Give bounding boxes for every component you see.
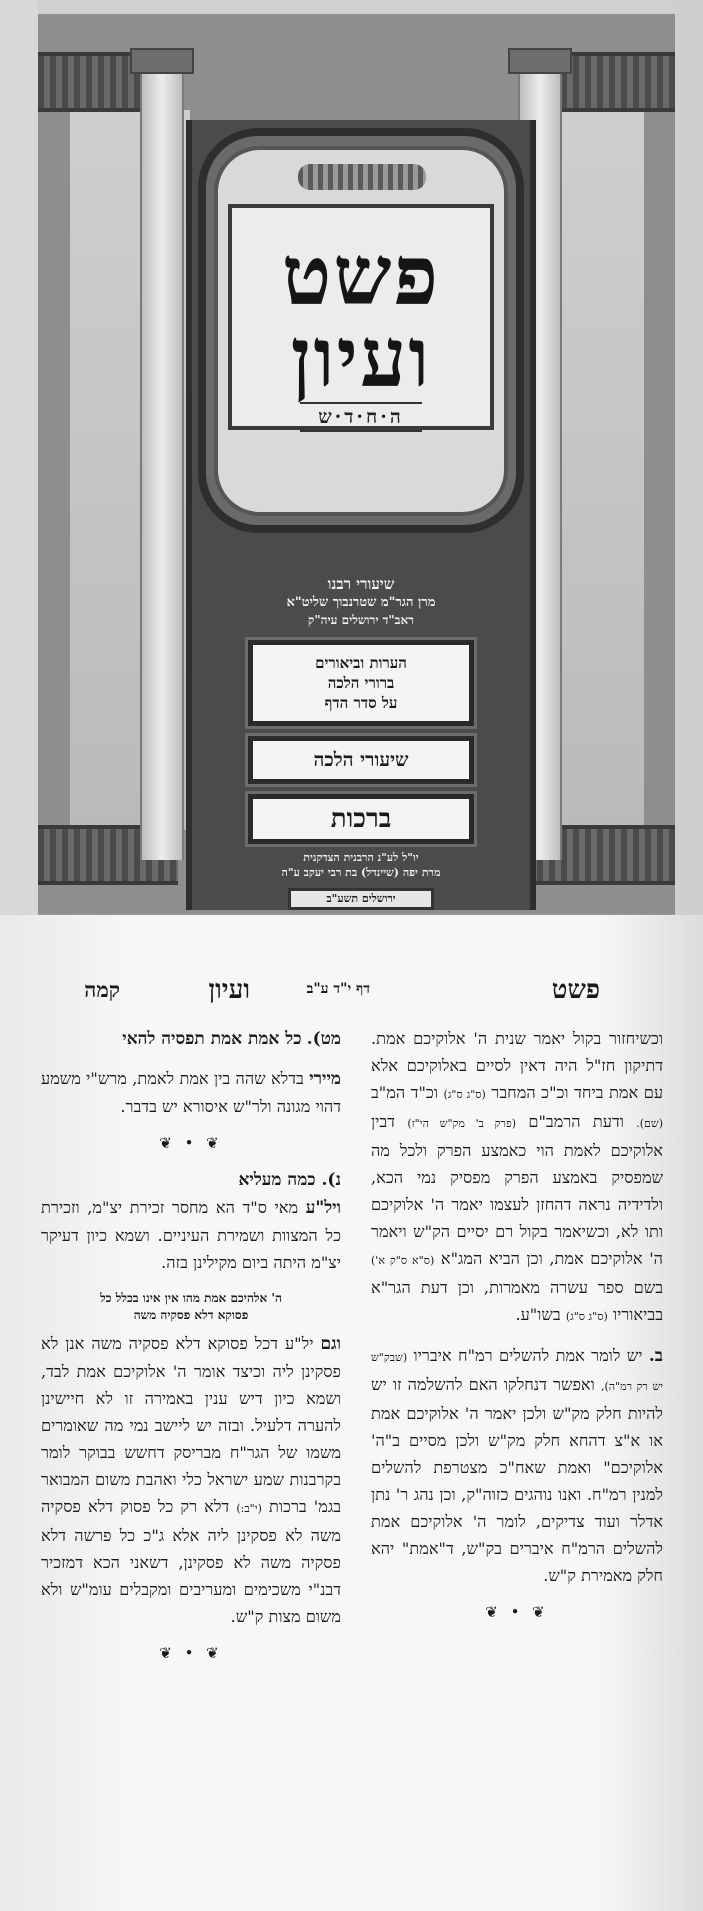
cover-right-edge bbox=[675, 0, 703, 915]
lc-s1-bold: מיירי bbox=[309, 1069, 341, 1089]
rc-p2-text-a: יש לומר אמת להשלים רמ"ח איבריו bbox=[413, 1346, 643, 1365]
left-section-2-title: נ). כמה מעליא bbox=[238, 1170, 341, 1190]
header-page-number: קמה bbox=[84, 977, 120, 1002]
rc-p1-text-f: בשו"ע. bbox=[515, 1305, 561, 1324]
left-column bbox=[41, 1025, 341, 1677]
lc-s3-ref: (י"ב:) bbox=[236, 1502, 262, 1515]
cover-subtitle-box bbox=[300, 402, 422, 432]
cover-box-halacha bbox=[248, 736, 474, 784]
cover-author-line2: מרן הגר"מ שטרנבוך שליט"א bbox=[286, 595, 436, 610]
lc-s3-bold: וגם bbox=[320, 1334, 342, 1354]
cover-dedication-line1: יו"ל לע"נ הרבנית הצדקנית bbox=[303, 851, 419, 864]
cover-box-topics-line2: ברורי הלכה bbox=[327, 674, 395, 692]
cover-subtitle: ה·ח·ד·ש bbox=[318, 405, 404, 428]
left-divider-2: ❦ • ❦ bbox=[159, 1644, 223, 1662]
cover-box-halacha-text: שיעורי הלכה bbox=[313, 748, 409, 771]
cover-pillar-cap-right bbox=[508, 48, 572, 74]
cover-title-line1: פשט bbox=[281, 228, 441, 324]
rc-p1-text-a: וכשיחזור בקול יאמר שנית ה' אלוקיכם אמת. דתיקון חז"ל היה דאין לסיים באלוקיכם אלא עם אמת ביחד וכ"כ המחבר bbox=[371, 1029, 663, 1102]
rc-p2-label: ב. bbox=[648, 1346, 663, 1366]
cover-author-line1: שיעורי רבנו bbox=[327, 575, 395, 593]
right-paragraph-2 bbox=[371, 1342, 663, 1589]
rc-p2-ref: (שבק"ש יש רק רמ"ה), bbox=[371, 1351, 664, 1393]
page-header bbox=[40, 975, 660, 1011]
cover-dedication bbox=[200, 850, 522, 880]
left-section-2-body bbox=[41, 1194, 341, 1276]
cover-box-topics-line1: הערות וביאורים bbox=[315, 654, 407, 672]
book-cover bbox=[0, 0, 703, 915]
cover-title-line2: ועיון bbox=[290, 310, 432, 406]
header-daf: דף י"ד ע"ב bbox=[306, 981, 370, 997]
rc-p1-ref4: (ס"א ס"ק א') bbox=[371, 1254, 435, 1267]
cover-left-edge bbox=[0, 0, 38, 915]
cover-box-tractate-text: ברכות bbox=[330, 804, 392, 834]
cover-place-year: ירושלים תשע"ב bbox=[288, 888, 434, 910]
cover-dedication-line2: מרת יפה (שיינדל) בת רבי יעקב ע"ה bbox=[281, 866, 441, 879]
book-page bbox=[0, 915, 703, 1911]
rc-p1-ref1: (ס"ג ס"ג) bbox=[443, 1088, 486, 1101]
left-divider-1: ❦ • ❦ bbox=[159, 1134, 223, 1152]
cover-box-tractate bbox=[248, 794, 474, 844]
lc-s2-bold: ויל"ע bbox=[305, 1198, 341, 1218]
quote-line2: פסוקא דלא פסקיה משה bbox=[133, 1308, 249, 1322]
header-iyun: ועיון bbox=[208, 975, 250, 1005]
left-section-1-body bbox=[41, 1065, 341, 1120]
right-divider: ❦ • ❦ bbox=[485, 1603, 549, 1621]
header-pshat: פשט bbox=[551, 975, 600, 1005]
quote-line1: ה' אלהיכם אמת מהו אין אינו בכלל כל bbox=[100, 1291, 282, 1305]
cover-author-block bbox=[220, 574, 502, 628]
left-section-1-title bbox=[41, 1025, 341, 1053]
rc-p1-text-b: וכ"ד המ"ב bbox=[371, 1083, 438, 1102]
paragraph-gap bbox=[41, 1053, 341, 1065]
lc-s1-label: מט). bbox=[306, 1029, 341, 1049]
lc-s1-title: כל אמת אמת תפסיה להאי bbox=[122, 1029, 302, 1049]
lc-s1-text: בדלא שהה בין אמת לאמת, מרש"י משמע דהוי מגונה ולר"ש איסורא יש בדבר. bbox=[41, 1069, 341, 1116]
cover-pillar-cap-left bbox=[130, 48, 194, 74]
right-column bbox=[371, 1025, 663, 1636]
rc-p1-text-d: דבין אלוקיכם לאמת הוי כאמצע הפרק ולכל מה שמפסיק באמצע הפרק מפסיק נמי הכא, ולדידיה נראה דהחזן לעצמו יאמר ה' אלוקיכם ותו לא, וכשיאמר בקול רם יסיים הק"ש ויאמר ה' אלוקיכם אמת, וכן הביא המג"א bbox=[371, 1112, 663, 1268]
lc-s3-text-b: דלא רק כל פסוק דלא פסקיה משה לא פסקינן ליה אלא ג"כ כל פרשה דלא פסקיה משה לא פסקינן, דשאני הכא דמזכיר דבנ"י משכימים ומעריבים ומקבלים עומ"ש ולא משום מצות ק"ש. bbox=[41, 1497, 341, 1626]
cover-box-topics-line3: על סדר הדף bbox=[324, 694, 398, 712]
rc-p1-text-e: בשם ספר עשרה מאמרות, וכן דעת הגר"א בביאוריו bbox=[371, 1278, 663, 1324]
left-dibur-hamatchil bbox=[41, 1290, 341, 1324]
cover-pillar-left bbox=[140, 60, 184, 860]
cover-top-edge bbox=[0, 0, 703, 14]
right-paragraph-1 bbox=[371, 1025, 663, 1330]
cover-box-topics bbox=[248, 640, 474, 726]
rc-p1-ref5: (ס"ג ס"ג) bbox=[565, 1310, 608, 1323]
lc-s3-text-a: יל"ע דכל פסוקא דלא פסקיה משה אנן לא פסקינן ליה וכיצד אומר ה' אלוקיכם אמת לבד, ושמא כיון דיש ענין באמירה זו לא חיישינן להערה דלעיל. ובזה יש ליישב נמי מה שאומרים משמו של הגר"ח מבריסק דחשש בבוקר לומר בקרבנות שמע ישראל כלי ואהבת משום המבואר בגמ' ברכות bbox=[41, 1334, 341, 1516]
rc-p1-ref3: (פרק ב' מק"ש הי"ז) bbox=[407, 1117, 517, 1130]
cover-title-ornament bbox=[298, 164, 426, 190]
cover-author-line3: ראב"ד ירושלים עיה"ק bbox=[307, 613, 415, 627]
left-section-3-body bbox=[41, 1330, 341, 1630]
rc-p1-ref2: (שם). bbox=[636, 1117, 663, 1130]
rc-p1-text-c: ודעת הרמב"ם bbox=[528, 1112, 624, 1131]
cover-title-plate bbox=[228, 204, 494, 430]
rc-p2-text-b: ואפשר דנחלקו האם להשלמה זו יש להיות חלק מק"ש ולכן יאמר ה' אלוקיכם אמת או א"צ דהחא חלק מק"ש ולכן מסיים ב"ה' אלוקיכם" ואמת שאח"כ מצטרפת להשלים למנין רמ"ח. ואנו נוהגים כזוה"ק, וכן נהג ר' נתן אדלר ועוד צדיקים, לומר ה' אלוקיכם אמת להשלים הרמ"ח איברים בק"ש, ד"אמת" יהא חלק מאמירת ק"ש. bbox=[371, 1375, 663, 1585]
lc-s2-text: מאי ס"ד הא מחסר זכירת יצ"מ, וזכירת כל המצוות ושמירת העיניים. ושמא כיון דעיקר יצ"מ היתה ביום מקילינן בזה. bbox=[41, 1198, 341, 1272]
paragraph-gap bbox=[371, 1330, 663, 1342]
